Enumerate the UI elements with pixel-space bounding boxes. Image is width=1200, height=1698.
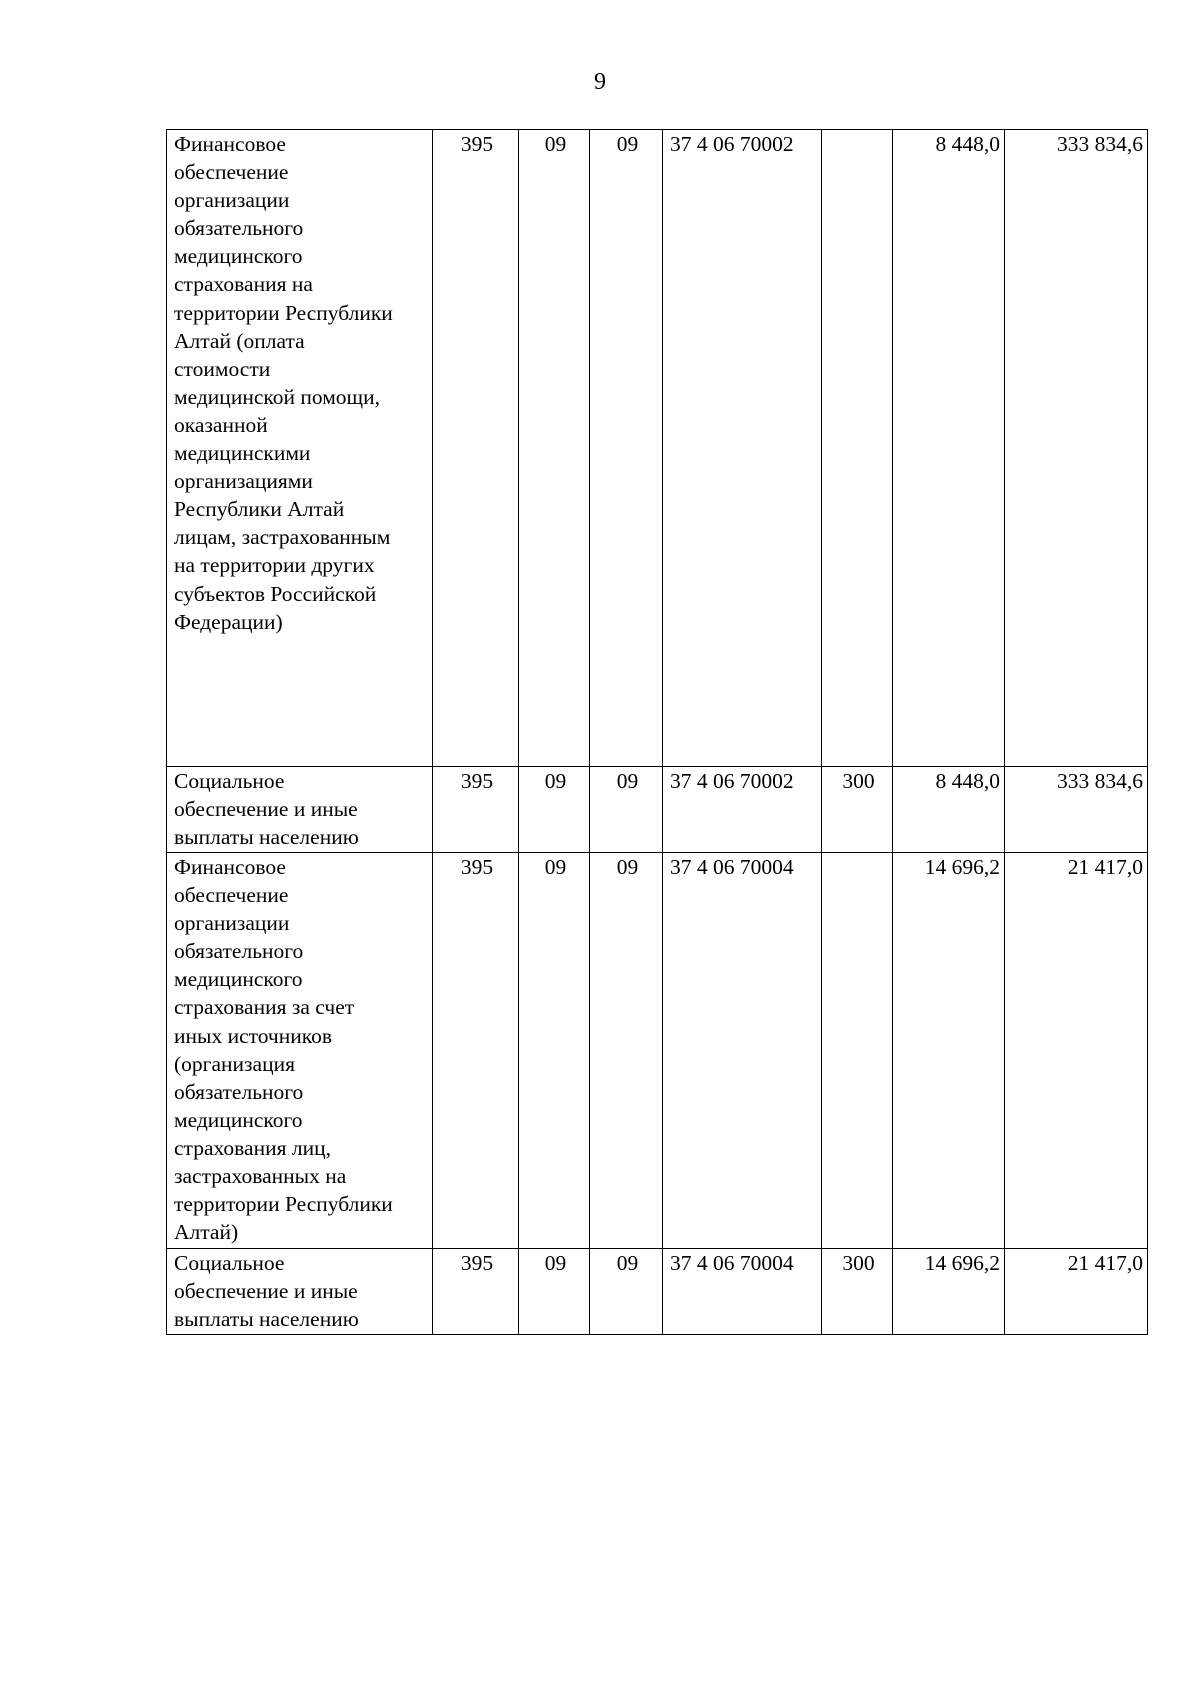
name-line: страхования за счет [174,995,355,1020]
sum-1-cell: 14 696,2 [893,1249,1005,1335]
expense-type-cell [822,853,893,1249]
name-line: Финансовое [174,132,286,156]
ministry-code-cell: 395 [433,853,519,1249]
name-line: Финансовое [174,855,286,879]
name-line: медицинского [174,244,303,269]
name-line: организации [174,911,290,936]
sum-1-cell: 8 448,0 [893,130,1005,767]
name-line: обеспечение и иные [174,1279,358,1304]
name-line: (организация [174,1051,295,1076]
name-line: медицинского [174,967,303,992]
row-name-cell [167,130,433,767]
name-line: обязательного [174,1079,304,1104]
section-code-cell: 09 [519,1249,590,1335]
expense-type-cell [822,130,893,767]
budget-table [166,129,1148,1335]
name-line: обязательного [174,939,304,964]
target-article-cell: 37 4 06 70002 [663,767,822,853]
page-number: 9 [594,69,606,95]
table-row [167,767,1148,853]
ministry-code-cell: 395 [433,767,519,853]
subsection-code-cell: 09 [590,130,663,767]
table-row [167,130,1148,767]
name-line: стоимости [174,356,271,381]
ministry-code-cell: 395 [433,130,519,767]
name-line: обеспечение [174,160,289,185]
table-row [167,853,1148,1249]
sum-1-cell: 8 448,0 [893,767,1005,853]
name-line: Социальное [174,1251,285,1275]
name-line: страхования лиц, [174,1135,331,1160]
sum-2-cell: 21 417,0 [1005,853,1148,1249]
name-line: Алтай) [174,1220,239,1245]
name-line: медицинского [174,1107,303,1132]
name-line: территории Республики [174,300,393,325]
expense-type-cell: 300 [822,1249,893,1335]
name-line: Республики Алтай [174,497,345,522]
name-line: Федерации) [174,609,283,634]
section-code-cell: 09 [519,130,590,767]
name-line: иных источников [174,1023,333,1048]
target-article-cell: 37 4 06 70004 [663,1249,822,1335]
name-line: субъектов Российской [174,581,377,606]
target-article-cell: 37 4 06 70002 [663,130,822,767]
ministry-code-cell: 395 [433,1249,519,1335]
name-line: организации [174,188,290,213]
target-article-cell: 37 4 06 70004 [663,853,822,1249]
row-name-cell [167,853,433,1249]
name-line: обеспечение и иные [174,797,358,822]
name-line: Алтай (оплата [174,328,305,353]
name-line: территории Республики [174,1192,393,1217]
name-line: Социальное [174,769,285,793]
section-code-cell: 09 [519,853,590,1249]
name-line: обеспечение [174,883,289,908]
name-line: медицинскими [174,441,311,466]
name-line: на территории других [174,553,375,578]
sum-2-cell: 21 417,0 [1005,1249,1148,1335]
section-code-cell: 09 [519,767,590,853]
subsection-code-cell: 09 [590,853,663,1249]
subsection-code-cell: 09 [590,767,663,853]
name-line: застрахованных на [174,1164,347,1189]
name-line: выплаты населению [174,1307,359,1332]
name-line: медицинской помощи, [174,384,380,409]
sum-2-cell: 333 834,6 [1005,130,1148,767]
subsection-code-cell: 09 [590,1249,663,1335]
name-line: оказанной [174,412,268,437]
row-name-cell [167,1249,433,1335]
row-name-cell [167,767,433,853]
name-line: выплаты населению [174,825,359,850]
sum-1-cell: 14 696,2 [893,853,1005,1249]
name-line: лицам, застрахованным [174,525,391,550]
name-line: организациями [174,469,313,494]
name-line: обязательного [174,216,304,241]
table-row [167,1249,1148,1335]
expense-type-cell: 300 [822,767,893,853]
name-line: страхования на [174,272,313,297]
sum-2-cell: 333 834,6 [1005,767,1148,853]
